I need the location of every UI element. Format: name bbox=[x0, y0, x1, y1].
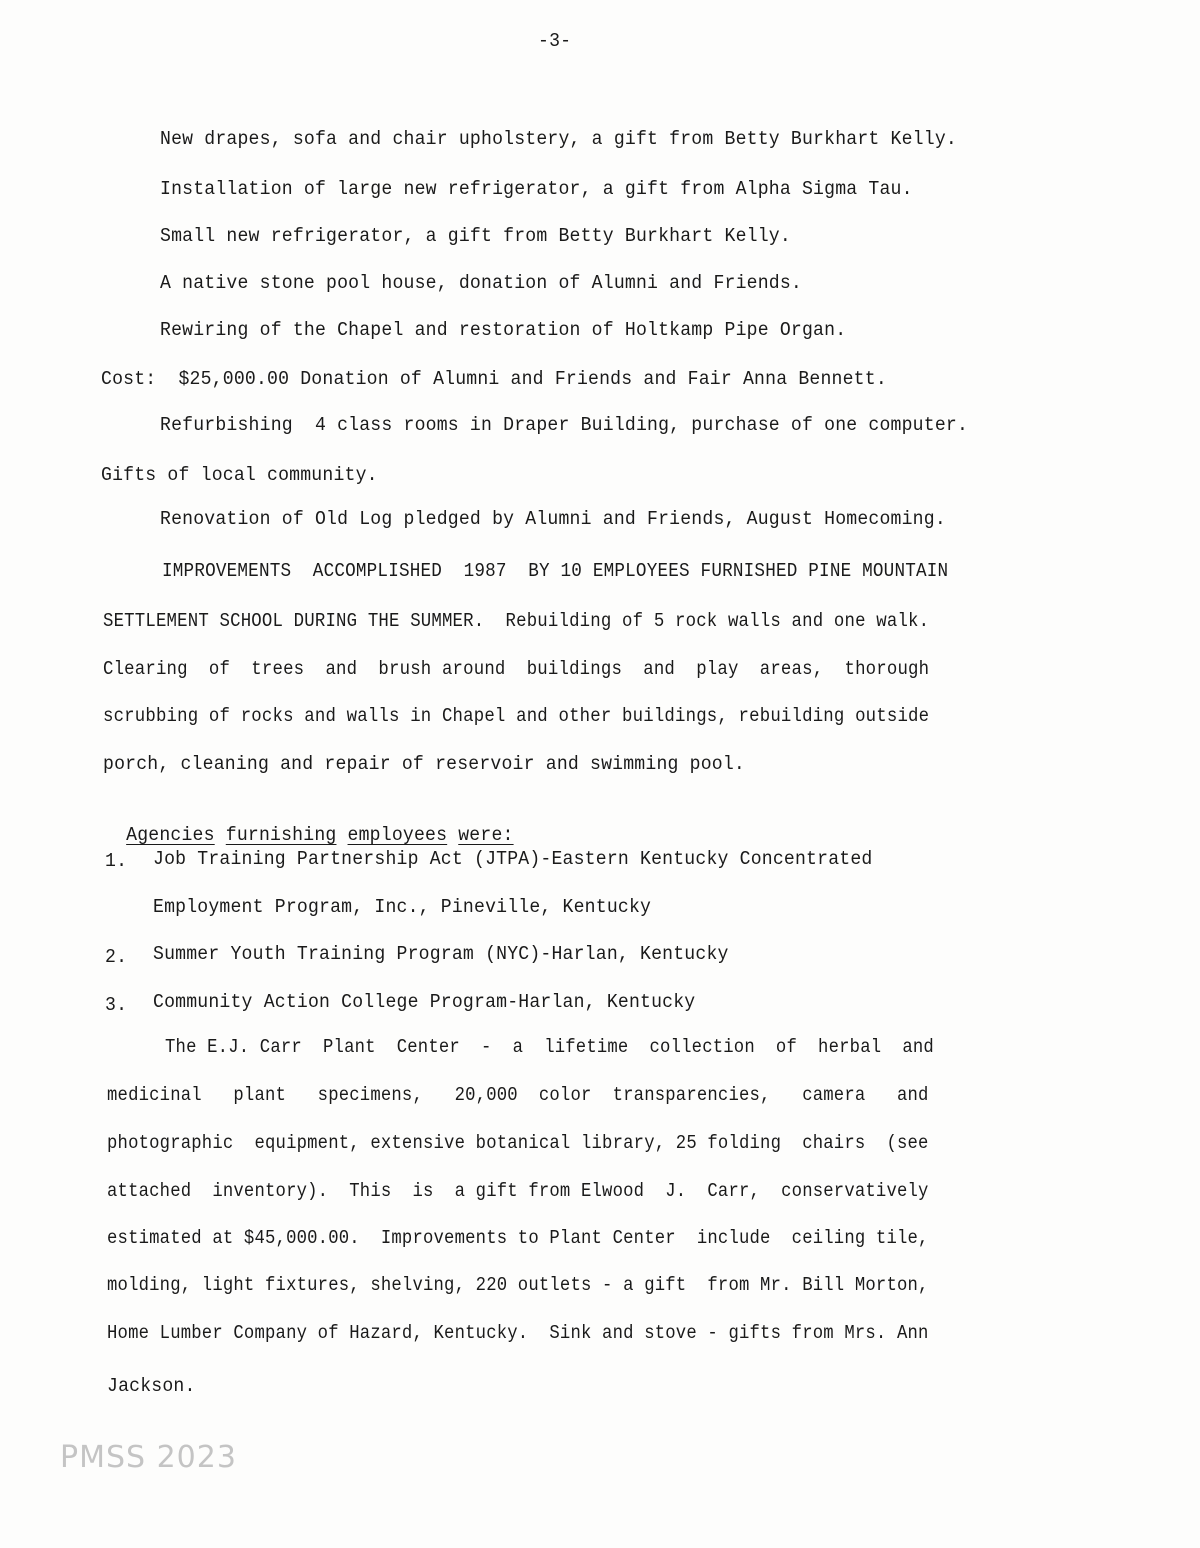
agency-1-continuation: Employment Program, Inc., Pineville, Kentucky bbox=[153, 896, 652, 918]
agency-3-text: Community Action College Program-Harlan, Kentucky bbox=[153, 991, 696, 1013]
heading-word: were: bbox=[458, 824, 514, 846]
improvements-line-5: porch, cleaning and repair of reservoir and swimming pool. bbox=[103, 753, 745, 775]
carr-line-5: estimated at $45,000.00. Improvements to Plant Center include ceiling tile, bbox=[107, 1227, 929, 1249]
item-cost: Cost: $25,000.00 Donation of Alumni and Friends and Fair Anna Bennett. bbox=[101, 368, 887, 390]
heading-word: employees bbox=[347, 824, 448, 846]
improvements-line-4: scrubbing of rocks and walls in Chapel and other buildings, rebuilding outside bbox=[103, 705, 930, 727]
carr-line-3: photographic equipment, extensive botanical library, 25 folding chairs (see bbox=[107, 1132, 929, 1154]
carr-line-8: Jackson. bbox=[107, 1375, 196, 1397]
agency-2-number: 2. bbox=[105, 946, 128, 968]
agency-2-text: Summer Youth Training Program (NYC)-Harlan, Kentucky bbox=[153, 943, 729, 965]
agency-1-text: Job Training Partnership Act (JTPA)-Eastern Kentucky Concentrated bbox=[153, 848, 873, 870]
carr-line-7: Home Lumber Company of Hazard, Kentucky. Sink and stove - gifts from Mrs. Ann bbox=[107, 1322, 929, 1344]
item-large-refrigerator: Installation of large new refrigerator, a gift from Alpha Sigma Tau. bbox=[160, 178, 913, 200]
agency-3-number: 3. bbox=[105, 994, 128, 1016]
agency-1-number: 1. bbox=[105, 850, 128, 872]
heading-word: Agencies bbox=[126, 824, 215, 846]
improvements-line-2: SETTLEMENT SCHOOL DURING THE SUMMER. Rebuilding of 5 rock walls and one walk. bbox=[103, 610, 930, 632]
improvements-line-1: IMPROVEMENTS ACCOMPLISHED 1987 BY 10 EMPLOYEES FURNISHED PINE MOUNTAIN bbox=[162, 560, 949, 582]
item-chapel-rewiring: Rewiring of the Chapel and restoration of Holtkamp Pipe Organ. bbox=[160, 319, 847, 341]
carr-line-4: attached inventory). This is a gift from Elwood J. Carr, conservatively bbox=[107, 1180, 929, 1202]
carr-line-2: medicinal plant specimens, 20,000 color transparencies, camera and bbox=[107, 1084, 929, 1106]
page-number: -3- bbox=[538, 30, 572, 52]
carr-line-6: molding, light fixtures, shelving, 220 outlets - a gift from Mr. Bill Morton, bbox=[107, 1274, 929, 1296]
agencies-heading bbox=[104, 802, 514, 846]
watermark: PMSS 2023 bbox=[60, 1440, 237, 1475]
heading-word: furnishing bbox=[225, 824, 337, 846]
item-small-refrigerator: Small new refrigerator, a gift from Betty Burkhart Kelly. bbox=[160, 225, 791, 247]
item-gifts-community: Gifts of local community. bbox=[101, 464, 378, 486]
item-old-log: Renovation of Old Log pledged by Alumni and Friends, August Homecoming. bbox=[160, 508, 946, 530]
improvements-line-3: Clearing of trees and brush around buildings and play areas, thorough bbox=[103, 658, 930, 680]
item-drapes: New drapes, sofa and chair upholstery, a gift from Betty Burkhart Kelly. bbox=[160, 128, 957, 150]
item-refurbishing: Refurbishing 4 class rooms in Draper Building, purchase of one computer. bbox=[160, 414, 969, 436]
carr-line-1: The E.J. Carr Plant Center - a lifetime collection of herbal and bbox=[165, 1036, 934, 1058]
item-pool-house: A native stone pool house, donation of Alumni and Friends. bbox=[160, 272, 802, 294]
